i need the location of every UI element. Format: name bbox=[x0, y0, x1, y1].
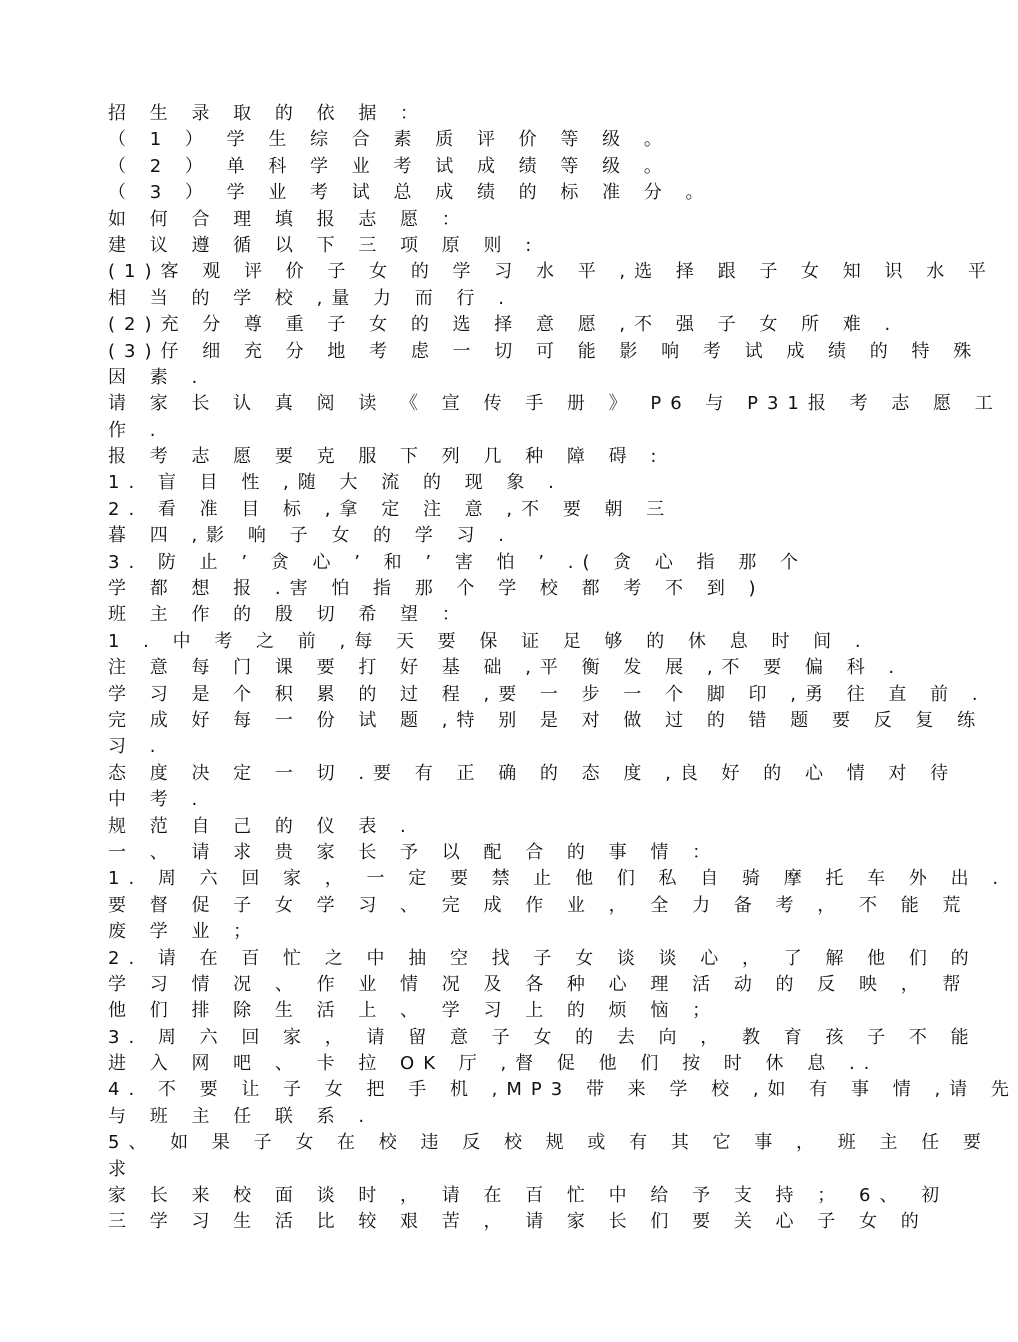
text-line: 学 习 是 个 积 累 的 过 程 ,要 一 步 一 个 脚 印 ,勇 往 直 前 . bbox=[108, 683, 987, 705]
text-line: 态 度 决 定 一 切 .要 有 正 确 的 态 度 ,良 好 的 心 情 对 待 bbox=[108, 762, 958, 784]
text-line: 班 主 作 的 殷 切 希 望 ： bbox=[108, 604, 469, 626]
text-line: 学 习 情 况 、 作 业 情 况 及 各 种 心 理 活 动 的 反 映 ， 帮 bbox=[108, 973, 970, 995]
text-line: 三 学 习 生 活 比 较 艰 苦 ， 请 家 长 们 要 关 心 子 女 的 bbox=[108, 1211, 928, 1233]
text-line: 报 考 志 愿 要 克 服 下 列 几 种 障 碍 : bbox=[108, 446, 666, 468]
text-line: 3. 周 六 回 家 ， 请 留 意 子 女 的 去 向 ， 教 育 孩 子 不 能 bbox=[108, 1026, 978, 1048]
text-line: 习 . bbox=[108, 736, 165, 758]
text-line: 与 班 主 任 联 系 . bbox=[108, 1105, 374, 1127]
text-line: （ 3 ） 学 业 考 试 总 成 绩 的 标 准 分 。 bbox=[108, 182, 713, 204]
text-line: 完 成 好 每 一 份 试 题 ,特 别 是 对 做 过 的 错 题 要 反 复 练 bbox=[108, 709, 985, 731]
text-line: 家 长 来 校 面 谈 时 ， 请 在 百 忙 中 给 予 支 持 ； 6、 初 bbox=[108, 1185, 949, 1207]
text-line: 要 督 促 子 女 学 习 、 完 成 作 业 ， 全 力 备 考 ， 不 能 荒 bbox=[108, 894, 970, 916]
text-line: 规 范 自 己 的 仪 表 . bbox=[108, 815, 415, 837]
document-body bbox=[108, 101, 1018, 1236]
text-line: 5、 如 果 子 女 在 校 违 反 校 规 或 有 其 它 事 ， 班 主 任 要 bbox=[108, 1132, 990, 1154]
text-line: 暮 四 ,影 响 子 女 的 学 习 . bbox=[108, 525, 513, 547]
text-line: 3. 防 止 ’ 贪 心 ’ 和 ’ 害 怕 ’ .( 贪 心 指 那 个 bbox=[108, 551, 808, 573]
text-line: 1. 盲 目 性 ,随 大 流 的 现 象 . bbox=[108, 472, 563, 494]
text-line: 招 生 录 取 的 依 据 ： bbox=[108, 103, 428, 124]
text-line: 相 当 的 学 校 ,量 力 而 行 . bbox=[108, 287, 513, 309]
text-line: 中 考 . bbox=[108, 789, 207, 811]
text-line: 4. 不 要 让 子 女 把 手 机 ,MP3 带 来 学 校 ,如 有 事 情 ,请 先 bbox=[108, 1079, 1018, 1101]
text-line: 请 家 长 认 真 阅 读 《 宣 传 手 册 》 P6 与 P31报 考 志 愿 工 bbox=[108, 393, 1002, 415]
text-line: 如 何 合 理 填 报 志 愿 ： bbox=[108, 208, 469, 230]
text-line: 他 们 排 除 生 活 上 、 学 习 上 的 烦 恼 ； bbox=[108, 1000, 720, 1022]
text-line: 进 入 网 吧 、 卡 拉 OK 厅 ,督 促 他 们 按 时 休 息 .. bbox=[108, 1053, 879, 1075]
text-line: 一 、 请 求 贵 家 长 予 以 配 合 的 事 情 ： bbox=[108, 841, 720, 863]
text-line: (3)仔 细 充 分 地 考 虑 一 切 可 能 影 响 考 试 成 绩 的 特 殊 bbox=[108, 340, 981, 362]
text-line: 因 素 . bbox=[108, 366, 207, 388]
text-line: 求 bbox=[108, 1158, 135, 1180]
text-line: 2. 请 在 百 忙 之 中 抽 空 找 子 女 谈 谈 心 ， 了 解 他 们 的 bbox=[108, 947, 978, 969]
text-line: 注 意 每 门 课 要 打 好 基 础 ,平 衡 发 展 ,不 要 偏 科 . bbox=[108, 657, 904, 679]
text-line: 1 . 中 考 之 前 ,每 天 要 保 证 足 够 的 休 息 时 间 . bbox=[108, 630, 870, 652]
text-line: (2)充 分 尊 重 子 女 的 选 择 意 愿 ,不 强 子 女 所 难 . bbox=[108, 314, 900, 336]
text-line: 学 都 想 报 .害 怕 指 那 个 学 校 都 考 不 到 ) bbox=[108, 578, 765, 600]
text-line: 2. 看 准 目 标 ,拿 定 注 意 ,不 要 朝 三 bbox=[108, 498, 674, 520]
text-line: 废 学 业 ； bbox=[108, 921, 261, 943]
text-line: （ 1 ） 学 生 综 合 素 质 评 价 等 级 。 bbox=[108, 129, 671, 151]
text-line: 作 . bbox=[108, 419, 165, 441]
text-line: （ 2 ） 单 科 学 业 考 试 成 绩 等 级 。 bbox=[108, 155, 671, 177]
text-line: (1)客 观 评 价 子 女 的 学 习 水 平 ,选 择 跟 子 女 知 识 水 平 bbox=[108, 261, 995, 283]
text-line: 1. 周 六 回 家 ， 一 定 要 禁 止 他 们 私 自 骑 摩 托 车 外 出 . bbox=[108, 868, 1008, 890]
text-line: 建 议 遵 循 以 下 三 项 原 则 : bbox=[108, 234, 541, 256]
